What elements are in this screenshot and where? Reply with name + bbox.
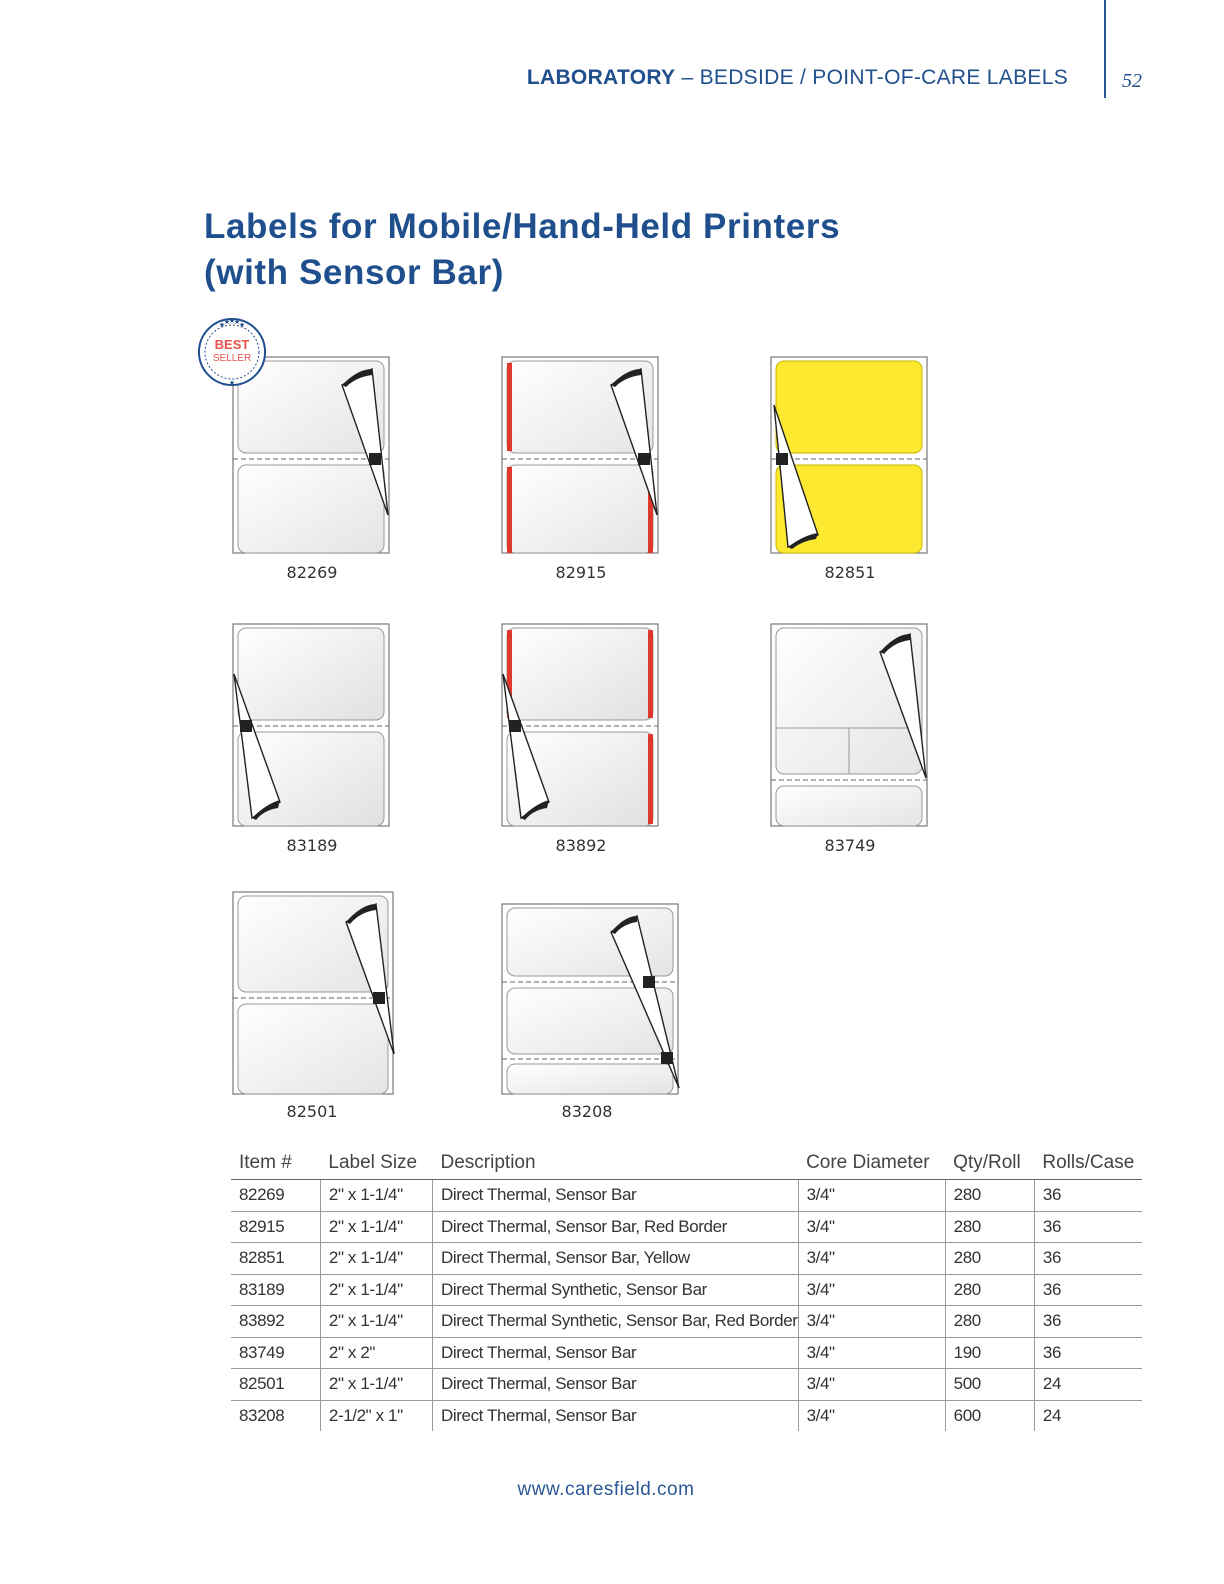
table-row [231, 1274, 1142, 1306]
cell-qty-roll: 280 [945, 1180, 1034, 1212]
cell-item: 82915 [231, 1211, 320, 1243]
table-row [231, 1211, 1142, 1243]
cell-item: 83208 [239, 1405, 285, 1425]
cell-rolls-case: 36 [1034, 1274, 1142, 1306]
cell-core-diameter: 3/4" [798, 1243, 945, 1275]
table-row [231, 1400, 1142, 1431]
label-card-83208 [499, 902, 683, 1130]
cell-qty-roll: 190 [945, 1337, 1034, 1369]
cell-core-diameter: 3/4" [798, 1306, 945, 1338]
label-illustration [499, 622, 663, 828]
cell-description: Direct Thermal, Sensor Bar [433, 1369, 799, 1401]
column-header-description: Description [433, 1152, 799, 1180]
table-row [231, 1306, 1142, 1338]
table-header-row [231, 1152, 1142, 1180]
table-row [231, 1369, 1142, 1401]
item-number: 82915 [555, 563, 607, 582]
page-title [204, 204, 1004, 296]
label-illustration [499, 355, 663, 555]
cell-rolls-case: 36 [1034, 1211, 1142, 1243]
cell-core-diameter: 3/4" [798, 1211, 945, 1243]
website-link[interactable]: www.caresfield.com [517, 1479, 695, 1500]
item-number: 83749 [824, 836, 876, 855]
cell-label-size: 2" x 1-1/4" [320, 1211, 432, 1243]
cell-core-diameter: 3/4" [798, 1180, 945, 1212]
cell-description: Direct Thermal, Sensor Bar [433, 1400, 799, 1431]
cell-rolls-case: 36 [1034, 1337, 1142, 1369]
cell-core-diameter: 3/4" [798, 1400, 945, 1431]
cell-description: Direct Thermal Synthetic, Sensor Bar [433, 1274, 799, 1306]
label-card-82915 [499, 355, 663, 585]
header-separator: – [675, 66, 700, 89]
item-number: 82269 [286, 563, 338, 582]
page-title-line-2: (with Sensor Bar) [204, 253, 504, 292]
cell-item: 83189 [231, 1274, 320, 1306]
cell-rolls-case: 36 [1034, 1306, 1142, 1338]
badge-line-1: BEST [214, 337, 250, 352]
svg-text:★: ★ [223, 319, 231, 326]
page-number: 52 [1122, 70, 1142, 92]
cell-item: 82851 [231, 1243, 320, 1275]
section-header [527, 66, 1068, 90]
best-seller-badge [196, 316, 268, 388]
table-row [231, 1180, 1142, 1212]
page-title-line-1: Labels for Mobile/Hand-Held Printers [204, 207, 841, 246]
cell-item: 83892 [231, 1306, 320, 1338]
cell-rolls-case: 36 [1034, 1180, 1142, 1212]
table-row [231, 1243, 1142, 1275]
cell-label-size: 2" x 1-1/4" [320, 1306, 432, 1338]
cell-core-diameter: 3/4" [798, 1369, 945, 1401]
label-card-83749 [768, 622, 932, 862]
label-card-83189 [230, 622, 394, 862]
cell-rolls-case: 24 [1034, 1369, 1142, 1401]
cell-label-size: 2" x 1-1/4" [320, 1369, 432, 1401]
cell-item: 82501 [231, 1369, 320, 1401]
label-card-82851 [768, 355, 932, 585]
cell-label-size: 2" x 1-1/4" [320, 1243, 432, 1275]
cell-qty-roll: 500 [945, 1369, 1034, 1401]
cell-qty-roll: 280 [945, 1306, 1034, 1338]
header-subcategory: BEDSIDE / POINT-OF-CARE LABELS [699, 66, 1068, 89]
label-card-83892 [499, 622, 663, 862]
label-illustration [230, 890, 398, 1096]
cell-rolls-case: 24 [1034, 1400, 1142, 1431]
cell-label-size: 2" x 1-1/4" [320, 1274, 432, 1306]
cell-qty-roll: 280 [945, 1274, 1034, 1306]
item-number: 83208 [561, 1102, 613, 1121]
badge-line-2: SELLER [212, 353, 252, 364]
label-illustration [499, 902, 683, 1096]
item-number: 83892 [555, 836, 607, 855]
cell-core-diameter: 3/4" [798, 1274, 945, 1306]
cell-qty-roll: 280 [945, 1211, 1034, 1243]
column-header-rolls-case: Rolls/Case [1034, 1152, 1142, 1180]
cell-qty-roll: 600 [945, 1400, 1034, 1431]
column-header-qty-roll: Qty/Roll [945, 1152, 1034, 1180]
cell-description: Direct Thermal, Sensor Bar [433, 1180, 799, 1212]
item-number: 82501 [286, 1102, 338, 1121]
svg-text:★: ★ [228, 380, 236, 387]
svg-text:★: ★ [228, 318, 236, 325]
cell-label-size: 2-1/2" x 1" [320, 1400, 432, 1431]
item-number: 82851 [824, 563, 876, 582]
product-specs-table [231, 1152, 1142, 1431]
table-row [231, 1337, 1142, 1369]
cell-description: Direct Thermal Synthetic, Sensor Bar, Red Border [433, 1306, 799, 1338]
cell-label-size: 2" x 2" [320, 1337, 432, 1369]
label-card-82269 [230, 355, 394, 585]
cell-core-diameter: 3/4" [798, 1337, 945, 1369]
cell-description: Direct Thermal, Sensor Bar [433, 1337, 799, 1369]
column-header-label-size: Label Size [320, 1152, 432, 1180]
item-number: 83189 [286, 836, 338, 855]
header-divider [1104, 0, 1106, 98]
cell-description: Direct Thermal, Sensor Bar, Red Border [433, 1211, 799, 1243]
cell-label-size: 2" x 1-1/4" [320, 1180, 432, 1212]
cell-qty-roll: 280 [945, 1243, 1034, 1275]
label-illustration [768, 355, 932, 555]
svg-text:★: ★ [233, 319, 241, 326]
label-illustration [768, 622, 932, 828]
column-header-core-diameter: Core Diameter [798, 1152, 945, 1180]
cell-rolls-case: 36 [1034, 1243, 1142, 1275]
cell-description: Direct Thermal, Sensor Bar, Yellow [433, 1243, 799, 1275]
label-card-82501 [230, 890, 394, 1130]
svg-text:★: ★ [238, 322, 246, 329]
cell-item: 83749 [231, 1337, 320, 1369]
header-category: LABORATORY [526, 66, 676, 89]
svg-text:★: ★ [218, 322, 226, 329]
column-header-item: Item # [231, 1152, 320, 1180]
label-illustration [230, 622, 394, 828]
cell-item: 82269 [231, 1180, 320, 1212]
